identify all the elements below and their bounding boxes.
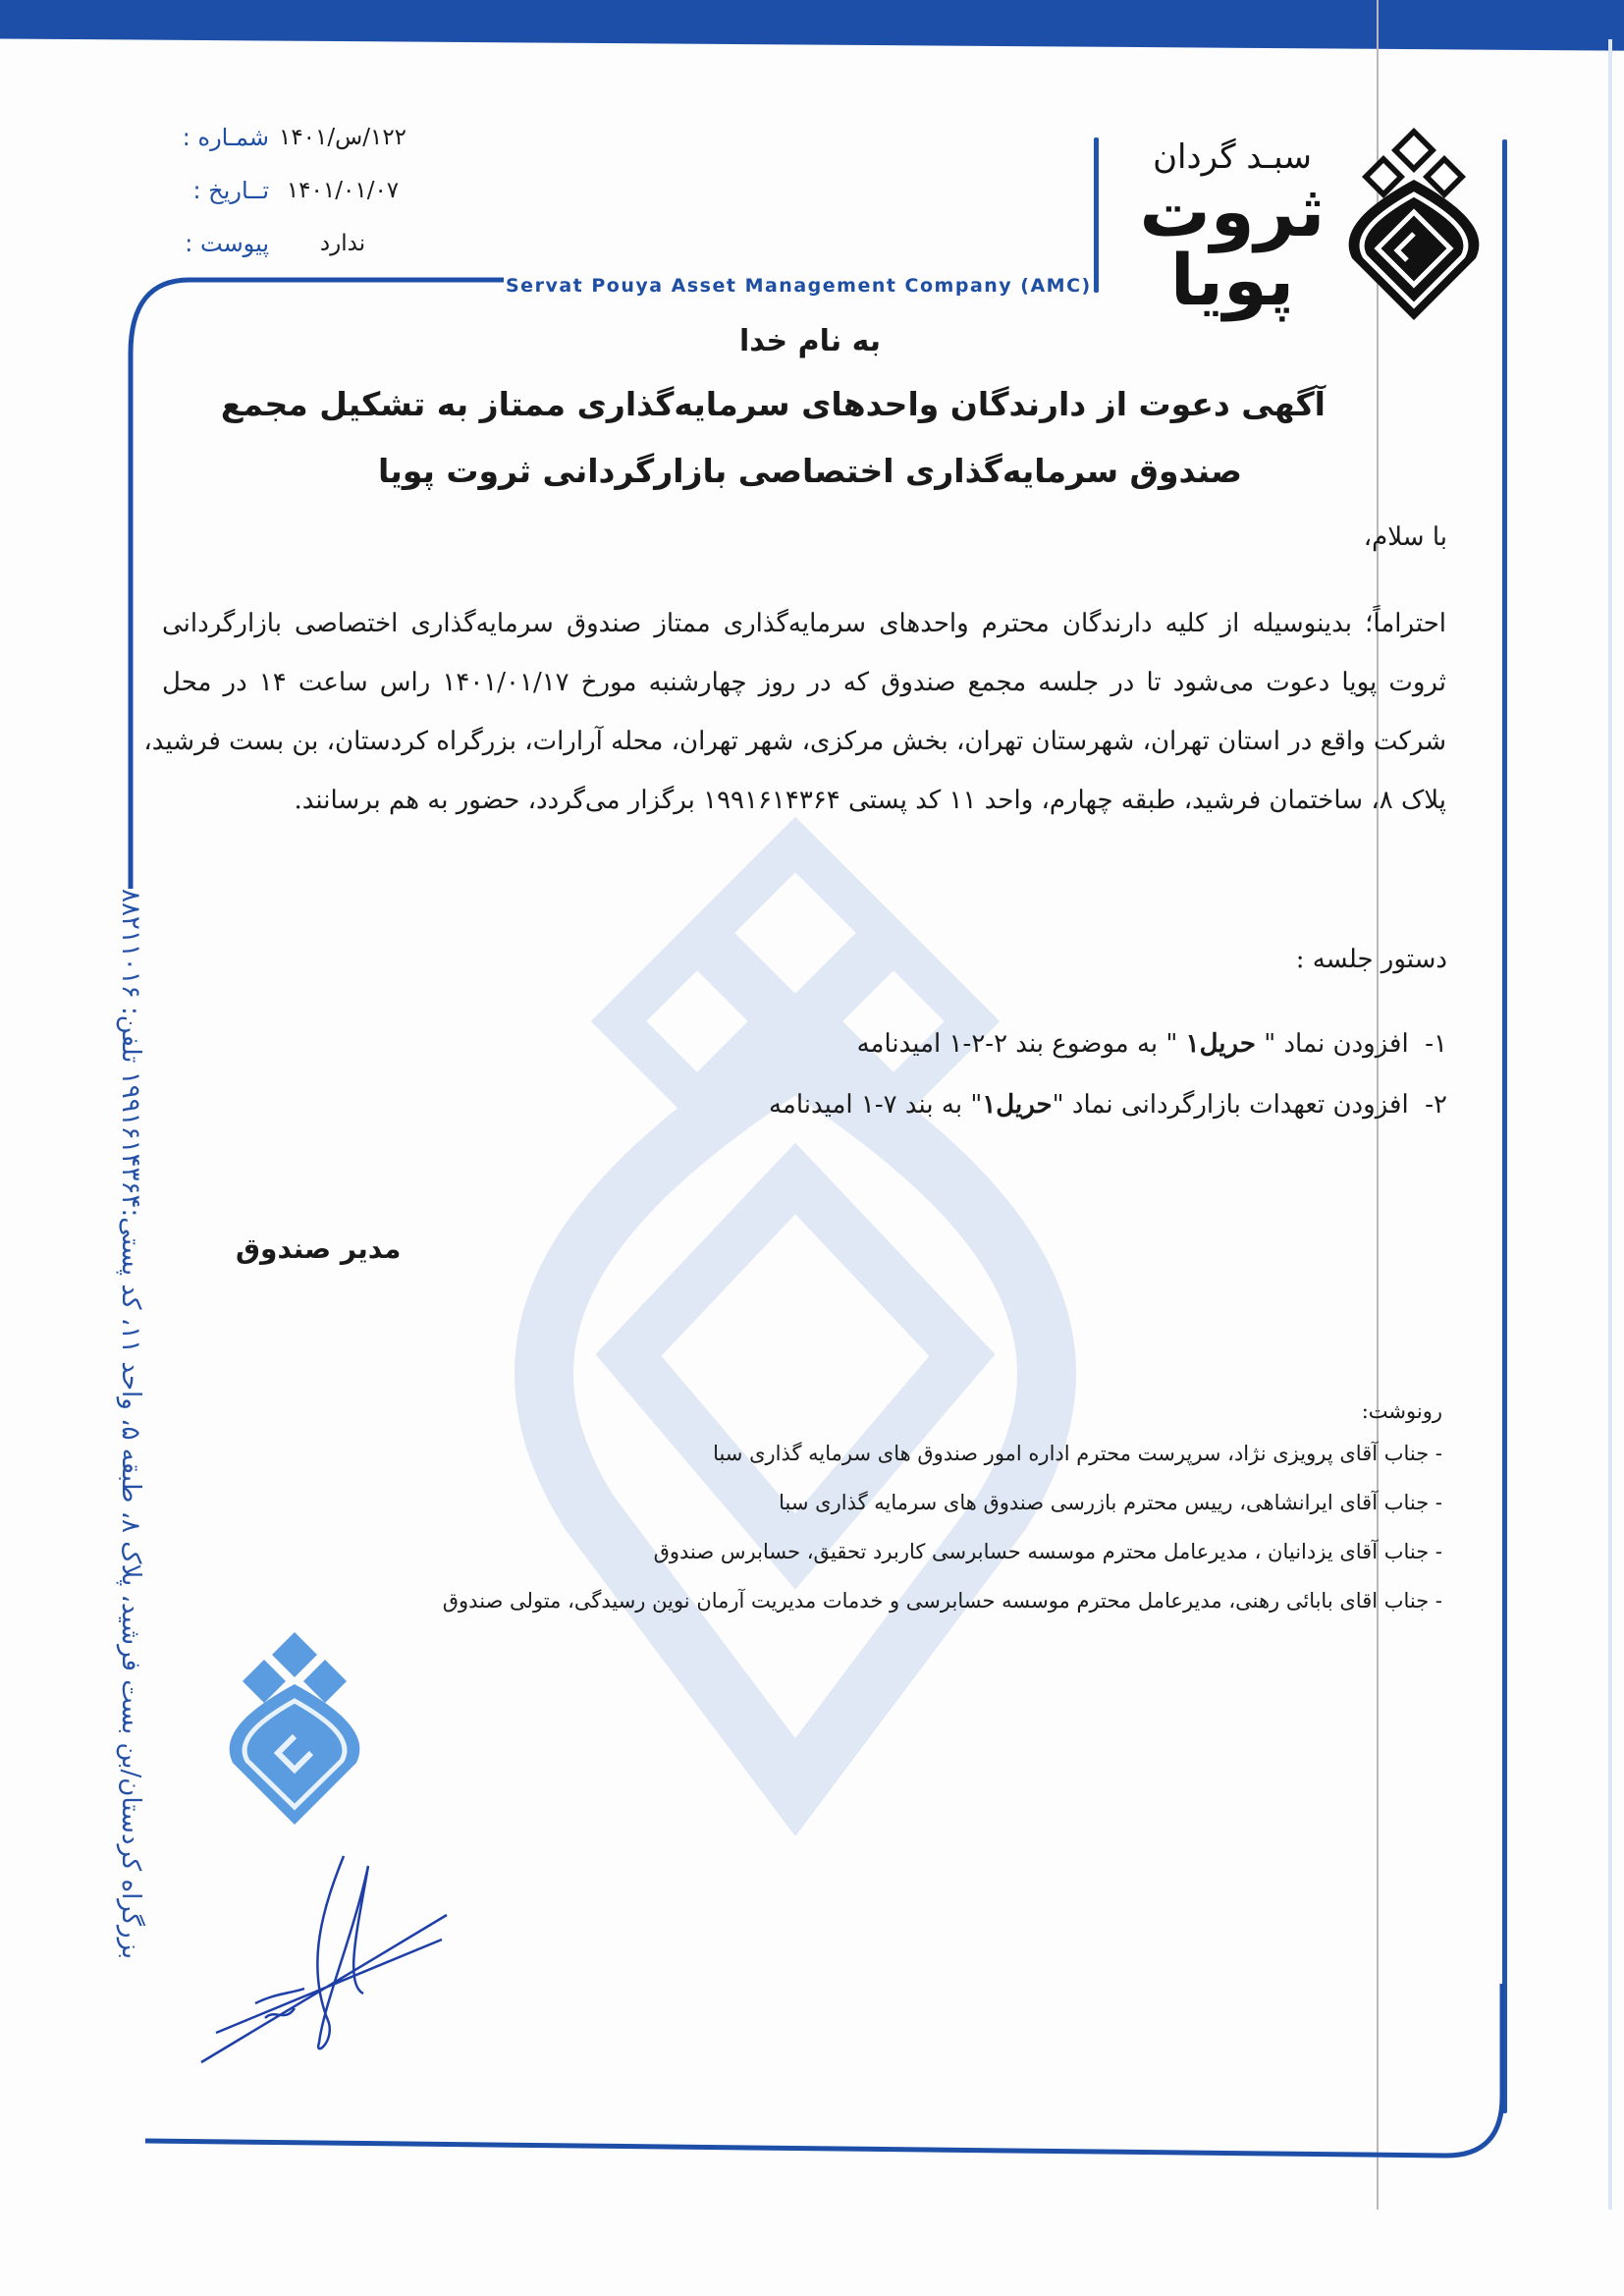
letter-date-row xyxy=(151,169,436,212)
frame-right-line xyxy=(1502,139,1507,2113)
agenda-item-text-pre: افزودن نماد " xyxy=(1255,1029,1409,1059)
letter-number-value: ۱۲۲/س/۱۴۰۱ xyxy=(278,125,407,150)
servat-pouya-emblem-icon xyxy=(1340,126,1488,322)
cc-item: - جناب آقای ایرانشاهی، رییس محترم بازرسی صندوق های سرمایه گذاری سبا xyxy=(779,1491,1442,1514)
stamp-emblem-icon xyxy=(201,1630,388,1827)
cc-item: - جناب اقای بابائی رهنی، مدیرعامل محترم موسسه حسابرسی و خدمات مدیریت آرمان نوین رسیدگی، متولی صندوق xyxy=(442,1589,1442,1613)
header-band xyxy=(0,0,1624,67)
agenda-item-text-post: " به بند ۷-۱ امیدنامه xyxy=(768,1090,983,1120)
paragraph-line: شرکت واقع در استان تهران، شهرستان تهران، بخش مرکزی، شهر تهران، محله آرارات، بزرگراه کردستان، بن بست فرشید، xyxy=(143,727,1446,756)
invitation-paragraph xyxy=(143,594,1446,830)
logo-divider-left xyxy=(1094,137,1099,293)
company-logo-text xyxy=(1129,137,1335,321)
attachment-row xyxy=(151,222,436,265)
attachment-value: ندارد xyxy=(319,231,366,256)
agenda-item xyxy=(769,1090,1447,1120)
agenda-item xyxy=(857,1029,1447,1059)
letter-number-row xyxy=(151,116,436,159)
agenda-item-symbol: حریل۱ xyxy=(1185,1029,1256,1059)
paragraph-line: پلاک ۸، ساختمان فرشید، طبقه چهارم، واحد ۱۱ کد پستی ۱۹۹۱۶۱۴۳۶۴ برگزار می‌گردد، حضور به هم برسانند. xyxy=(294,786,1446,815)
letter-date-value: ۱۴۰۱/۰۱/۰۷ xyxy=(286,178,400,203)
signature xyxy=(196,1846,452,2082)
cc-title: رونوشت: xyxy=(1361,1399,1442,1423)
agenda-item-text-pre: افزودن تعهدات بازارگردانی نماد " xyxy=(1052,1090,1409,1120)
notice-title-line2: صندوق سرمایه‌گذاری اختصاصی بازارگردانی ثروت پویا xyxy=(378,452,1242,490)
notice-title-line1: آگهی دعوت از دارندگان واحدهای سرمایه‌گذاری ممتاز به تشکیل مجمع xyxy=(220,385,1326,423)
letter-number-label: شمـاره : xyxy=(182,124,269,151)
agenda-item-text-post: " به موضوع بند ۲-۲-۱ امیدنامه xyxy=(856,1029,1186,1059)
page-edge xyxy=(1608,39,1612,2210)
letter-date-label: تــاریخ : xyxy=(192,177,269,204)
cc-item: - جناب آقای یزدانیان ، مدیرعامل محترم موسسه حسابرسی کاربرد تحقیق، حسابرس صندوق xyxy=(653,1540,1442,1563)
attachment-label: پیوست : xyxy=(185,230,269,257)
basmala: به نام خدا xyxy=(738,324,882,358)
cc-item: - جناب آقای پرویزی نژاد، سرپرست محترم اداره امور صندوق های سرمایه گذاری سبا xyxy=(713,1442,1442,1465)
agenda-item-number: ۱- xyxy=(1425,1029,1447,1059)
greeting: با سلام، xyxy=(1363,522,1447,552)
logo-name-line1: ثروت xyxy=(1139,170,1326,252)
footer-address: بزرگراه کردستان/بن بست فرشید، پلاک ۸، طبقه ۵، واحد ۱۱، کد پستی:۱۹۹۱۶۱۴۳۶۴ تلفن: ۸۸۲۱۱۰۱۶ xyxy=(116,889,145,1960)
paragraph-line: ثروت پویا دعوت می‌شود تا در جلسه مجمع صندوق که در روز چهارشنبه مورخ ۱۴۰۱/۰۱/۱۷ راس ساعت ۱۴ در محل xyxy=(162,668,1446,697)
agenda-item-number: ۲- xyxy=(1425,1090,1447,1120)
logo-subtitle: سبـد گردان xyxy=(1153,137,1312,177)
company-english-name: Servat Pouya Asset Management Company (AMC) xyxy=(506,275,1092,297)
logo-name-line2: پویا xyxy=(1169,239,1295,321)
agenda-item-symbol: حریل۱ xyxy=(982,1090,1053,1120)
watermark-emblem-icon xyxy=(452,805,1139,1886)
paragraph-line: احتراماً؛ بدینوسیله از کلیه دارندگان محترم واحدهای سرمایه‌گذاری ممتاز صندوق سرمایه‌گذاری اختصاصی بازارگردانی xyxy=(162,609,1446,638)
signatory-title: مدیر صندوق xyxy=(236,1232,402,1265)
agenda-title: دستور جلسه : xyxy=(1295,945,1447,974)
